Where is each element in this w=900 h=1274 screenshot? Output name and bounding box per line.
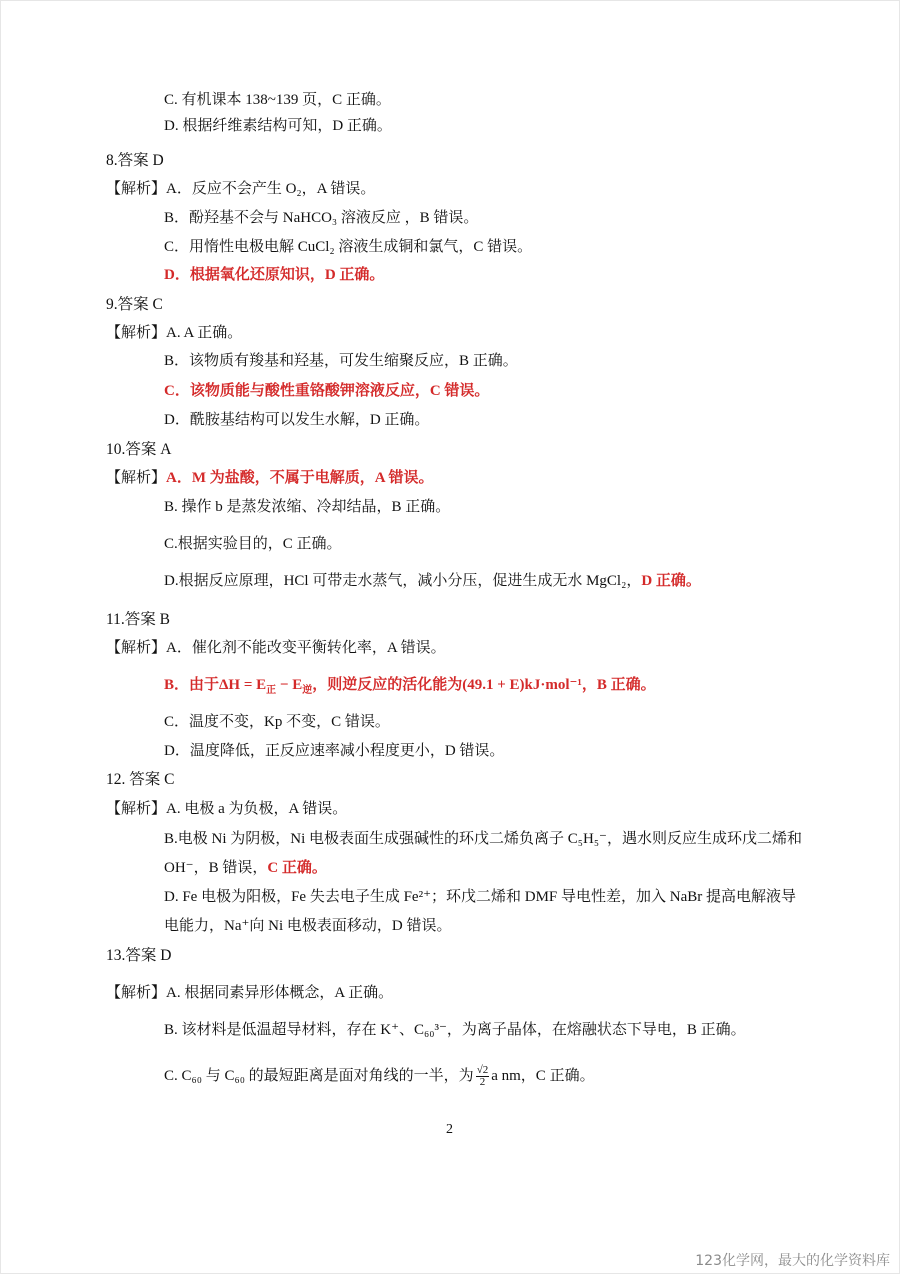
answer-heading: 12. 答案 C — [106, 771, 175, 788]
footer-watermark: 123化学网，最大的化学资料库 — [695, 1253, 890, 1269]
analysis-line: C.根据实验目的，C 正确。 — [164, 536, 342, 552]
analysis-line: 【解析】A．反应不会产生 O₂，A 错误。 — [106, 181, 376, 197]
analysis-line: B.电极 Ni 为阴极，Ni 电极表面生成强碱性的环戊二烯负离子 C₅H₅⁻，遇水则反应生成环戊二烯和 — [164, 831, 802, 847]
analysis-line — [164, 675, 656, 695]
analysis-line: D. 根据纤维素结构可知，D 正确。 — [164, 118, 392, 134]
highlighted-answer: C 正确。 — [267, 860, 327, 876]
analysis-line: 【解析】A. 电极 a 为负极，A 错误。 — [106, 801, 348, 817]
analysis-line — [164, 571, 701, 591]
subscript-reverse: 逆 — [302, 685, 313, 696]
analysis-prefix: 【解析】 — [106, 470, 167, 486]
analysis-text: D.根据反应原理，HCl 可带走水蒸气，减小分压，促进生成无水 MgCl₂， — [164, 573, 642, 589]
highlighted-answer: D 正确。 — [641, 573, 701, 589]
analysis-line: 【解析】A. 根据同素异形体概念，A 正确。 — [106, 985, 394, 1001]
analysis-line: D．酰胺基结构可以发生水解，D 正确。 — [164, 412, 430, 428]
analysis-line: D．根据氧化还原知识，D 正确。 — [164, 267, 385, 283]
analysis-line: B. 该材料是低温超导材料，存在 K⁺、C₆₀³⁻，为离子晶体，在熔融状态下导电，B 正确。 — [164, 1022, 746, 1038]
analysis-line: C．温度不变，Kp 不变，C 错误。 — [164, 714, 390, 730]
analysis-text: a nm，C 正确。 — [491, 1067, 595, 1084]
equation-part-c: ，则逆反应的活化能为(49.1 + E)kJ·mol⁻¹，B 正确。 — [312, 677, 656, 693]
analysis-text: OH⁻，B 错误， — [164, 860, 268, 876]
analysis-line: B．酚羟基不会与 NaHCO₃ 溶液反应 ，B 错误。 — [164, 210, 479, 226]
analysis-line: C．用惰性电极电解 CuCl₂ 溶液生成铜和氯气，C 错误。 — [164, 239, 533, 255]
equation-part-b: − E — [276, 677, 303, 693]
analysis-line — [164, 1065, 595, 1088]
analysis-line: B．该物质有羧基和羟基，可发生缩聚反应，B 正确。 — [164, 353, 518, 369]
answer-heading: 8.答案 D — [106, 152, 164, 169]
highlighted-answer: A．M 为盐酸，不属于电解质，A 错误。 — [166, 470, 434, 486]
fraction-denominator: 2 — [479, 1076, 486, 1088]
fraction — [476, 1065, 490, 1088]
analysis-line: B. 操作 b 是蒸发浓缩、冷却结晶，B 正确。 — [164, 499, 451, 515]
analysis-line — [164, 858, 327, 878]
answer-heading: 9.答案 C — [106, 296, 163, 313]
analysis-line: C. 有机课本 138~139 页，C 正确。 — [164, 92, 391, 108]
page-number: 2 — [446, 1122, 453, 1137]
analysis-line: D. Fe 电极为阳极，Fe 失去电子生成 Fe²⁺；环戊二烯和 DMF 导电性差，加入 NaBr 提高电解液导 — [164, 889, 797, 905]
answer-heading: 10.答案 A — [106, 441, 172, 458]
analysis-line: C．该物质能与酸性重铬酸钾溶液反应，C 错误。 — [164, 383, 490, 399]
analysis-line — [106, 468, 434, 488]
fraction-numerator: √2 — [476, 1064, 489, 1076]
analysis-line: D．温度降低，正反应速率减小程度更小，D 错误。 — [164, 743, 505, 759]
subscript-forward: 正 — [266, 685, 277, 696]
answer-heading: 13.答案 D — [106, 947, 172, 964]
equation-part-a: B．由于ΔH = E — [164, 677, 267, 693]
analysis-line: 【解析】A．催化剂不能改变平衡转化率，A 错误。 — [106, 640, 446, 656]
analysis-line: 【解析】A. A 正确。 — [106, 325, 243, 341]
analysis-line: 电能力，Na⁺向 Ni 电极表面移动，D 错误。 — [164, 918, 452, 934]
analysis-text: C. C₆₀ 与 C₆₀ 的最短距离是面对角线的一半，为 — [164, 1067, 474, 1084]
answer-heading: 11.答案 B — [106, 611, 171, 628]
